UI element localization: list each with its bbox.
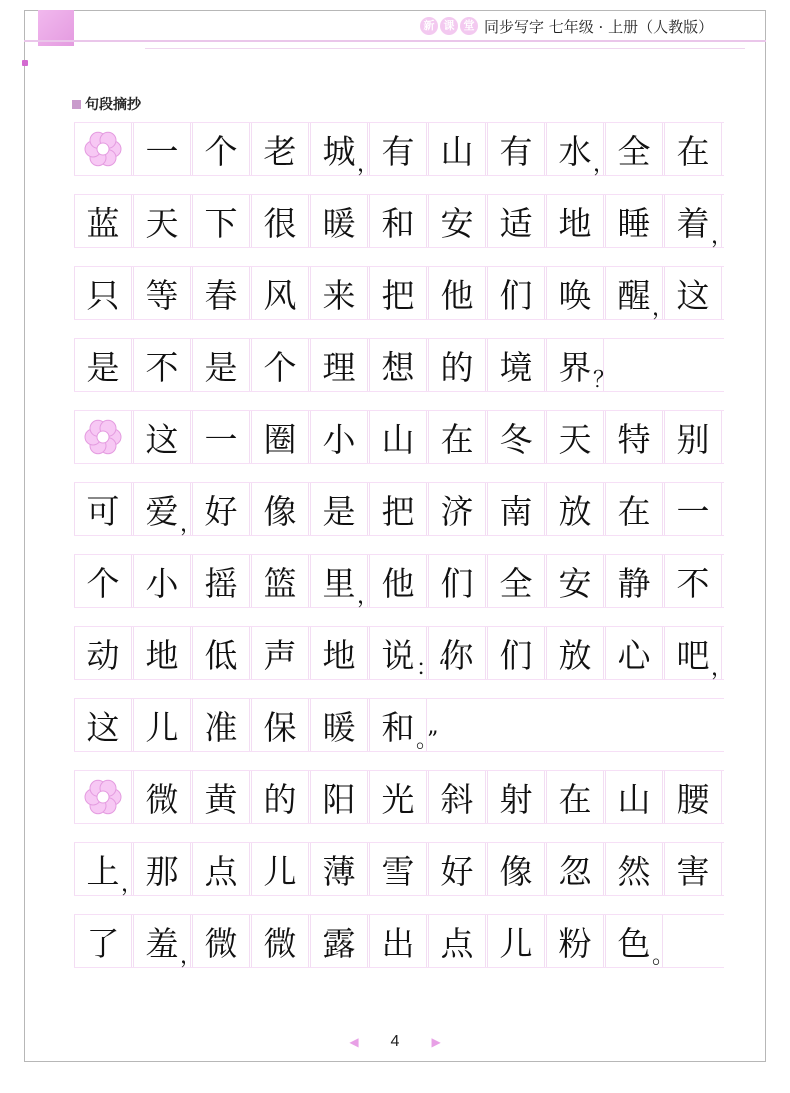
grid-cell: 山 [428,123,486,175]
grid-cell: 醒 [605,267,663,319]
grid-cell: 射 [487,771,545,823]
grid-cell: 的 [428,339,486,391]
grid-cell: 保 [251,699,309,751]
punctuation-mark: ， [593,152,616,177]
grid-cell: 像 [251,483,309,535]
grid-cell: 水 [546,123,604,175]
grid-cell: 羞 [133,915,191,967]
flower-icon [74,123,132,175]
punctuation-mark: ， [180,512,203,537]
grid-row [74,482,724,536]
grid-cell: 微 [192,915,250,967]
punctuation-mark: ， [357,584,380,609]
grid-cell: 地 [310,627,368,679]
grid-row [74,698,724,752]
grid-cell: 把 [369,483,427,535]
grid-cell: 然 [605,843,663,895]
grid-cell: 冬 [487,411,545,463]
grid-row [74,914,724,968]
grid-row [74,626,734,681]
grid-cell: 微 [133,771,191,823]
margin-dot [22,60,28,66]
grid-cell: 界 [546,339,604,391]
grid-cell: 在 [605,483,663,535]
header-rule-thin [145,48,745,49]
grid-cell: 风 [251,267,309,319]
grid-cell: 着 [664,195,722,247]
grid-cell: 有 [487,123,545,175]
grid-cell: 天 [546,411,604,463]
prev-arrow-icon: ◀ [349,1035,359,1049]
grid-cell: 光 [369,771,427,823]
next-arrow-icon: ▶ [431,1035,441,1049]
grid-cell: 们 [487,627,545,679]
grid-cell: 低 [192,627,250,679]
grid-cell: 暖 [310,195,368,247]
grid-cell: 唤 [546,267,604,319]
punctuation-mark: ， [711,224,734,249]
grid-cell: 很 [251,195,309,247]
grid-cell: 篮 [251,555,309,607]
grid-cell: 好 [428,843,486,895]
grid-cell: 圈 [251,411,309,463]
flower-icon [74,411,132,463]
grid-cell: 个 [251,339,309,391]
grid-cell: 里 [310,555,368,607]
grid-row [74,266,724,320]
grid-cell: 这 [133,411,191,463]
grid-cell: 点 [192,843,250,895]
grid-cell: 春 [192,267,250,319]
grid-cell: 色 [605,915,663,967]
grid-row [74,842,724,896]
grid-cell: 小 [133,555,191,607]
flower-icon [74,771,132,823]
grid-cell: 吧 [664,627,722,679]
grid-cell: 这 [664,267,722,319]
section-heading [72,94,141,114]
punctuation-mark: ， [121,872,144,897]
grid-cell: 地 [546,195,604,247]
grid-cell: 个 [192,123,250,175]
grid-cell: 在 [664,123,722,175]
grid-cell: 一 [133,123,191,175]
grid-cell: 可 [74,483,132,535]
punctuation-mark: ， [711,656,734,681]
grid-cell: 是 [310,483,368,535]
section-title: 句段摘抄 [85,97,141,113]
book-title: 同步写字 七年级 · 上册（人教版） [484,17,714,36]
grid-cell: 蓝 [74,195,132,247]
grid-cell: 不 [133,339,191,391]
grid-cell: 全 [605,123,663,175]
grid-cell: 微 [251,915,309,967]
grid-cell: 安 [546,555,604,607]
grid-row [74,338,724,392]
grid-row [74,554,724,608]
grid-cell: 有 [369,123,427,175]
grid-cell: 儿 [133,699,191,751]
punctuation-mark: ， [180,944,203,969]
grid-cell: 个 [74,555,132,607]
grid-cell: 小 [310,411,368,463]
grid-cell: 放 [546,483,604,535]
grid-cell: 出 [369,915,427,967]
running-header [420,14,713,38]
grid-row [74,194,734,249]
grid-cell: 天 [133,195,191,247]
punctuation-mark: ， [357,152,380,177]
grid-cell: 等 [133,267,191,319]
grid-cell: 山 [605,771,663,823]
grid-cell: 雪 [369,843,427,895]
grid-cell: 这 [74,699,132,751]
grid-cell: 放 [546,627,604,679]
series-logo [420,17,478,35]
grid-cell: 在 [428,411,486,463]
grid-cell: 一 [192,411,250,463]
grid-cell: 腰 [664,771,722,823]
grid-row [74,122,724,176]
grid-cell: 上 [74,843,132,895]
grid-cell: 静 [605,555,663,607]
grid-cell: 别 [664,411,722,463]
grid-cell: 们 [428,555,486,607]
punctuation-mark: ？ [593,368,616,393]
grid-cell: 那 [133,843,191,895]
grid-cell: 适 [487,195,545,247]
grid-cell: 薄 [310,843,368,895]
logo-char: 新 [420,17,438,35]
grid-row [74,410,724,464]
grid-cell: 忽 [546,843,604,895]
grid-cell: 暖 [310,699,368,751]
grid-cell: 理 [310,339,368,391]
grid-cell: 想 [369,339,427,391]
punctuation-mark: ：“ [416,656,450,681]
grid-cell: 阳 [310,771,368,823]
grid-cell: 露 [310,915,368,967]
grid-cell: 了 [74,915,132,967]
page-number: 4 [390,1033,400,1050]
grid-cell: 是 [74,339,132,391]
grid-cell: 把 [369,267,427,319]
grid-cell: 摇 [192,555,250,607]
grid-cell: 好 [192,483,250,535]
grid-cell: 是 [192,339,250,391]
grid-cell: 在 [546,771,604,823]
grid-cell: 下 [192,195,250,247]
punctuation-mark: 。 [652,944,675,969]
grid-cell: 地 [133,627,191,679]
logo-char: 课 [440,17,458,35]
page-footer [0,1030,790,1054]
grid-cell: 斜 [428,771,486,823]
grid-cell: 粉 [546,915,604,967]
section-marker-icon [72,100,81,109]
punctuation-mark: ， [652,296,675,321]
grid-cell: 心 [605,627,663,679]
grid-cell: 睡 [605,195,663,247]
header-rule [24,40,766,42]
grid-cell: 境 [487,339,545,391]
grid-cell: 一 [664,483,722,535]
grid-cell: 只 [74,267,132,319]
grid-cell: 爱 [133,483,191,535]
grid-cell: 南 [487,483,545,535]
grid-cell: 全 [487,555,545,607]
grid-cell: 和 [369,699,427,751]
grid-cell: 济 [428,483,486,535]
grid-cell: 害 [664,843,722,895]
punctuation-mark: 。” [416,728,439,753]
grid-cell: 像 [487,843,545,895]
grid-cell: 他 [369,555,427,607]
grid-cell: 和 [369,195,427,247]
grid-cell: 来 [310,267,368,319]
logo-char: 堂 [460,17,478,35]
grid-cell: 们 [487,267,545,319]
grid-cell: 特 [605,411,663,463]
grid-cell: 老 [251,123,309,175]
grid-cell: 的 [251,771,309,823]
grid-cell: 准 [192,699,250,751]
grid-cell: 城 [310,123,368,175]
grid-cell: 山 [369,411,427,463]
grid-cell: 儿 [487,915,545,967]
grid-cell: 不 [664,555,722,607]
grid-row [74,770,724,824]
grid-cell: 点 [428,915,486,967]
grid-cell: 儿 [251,843,309,895]
grid-cell: 说 [369,627,427,679]
grid-cell: 声 [251,627,309,679]
grid-cell: 他 [428,267,486,319]
grid-cell: 你 [428,627,486,679]
grid-cell: 黄 [192,771,250,823]
grid-cell: 安 [428,195,486,247]
grid-cell: 动 [74,627,132,679]
